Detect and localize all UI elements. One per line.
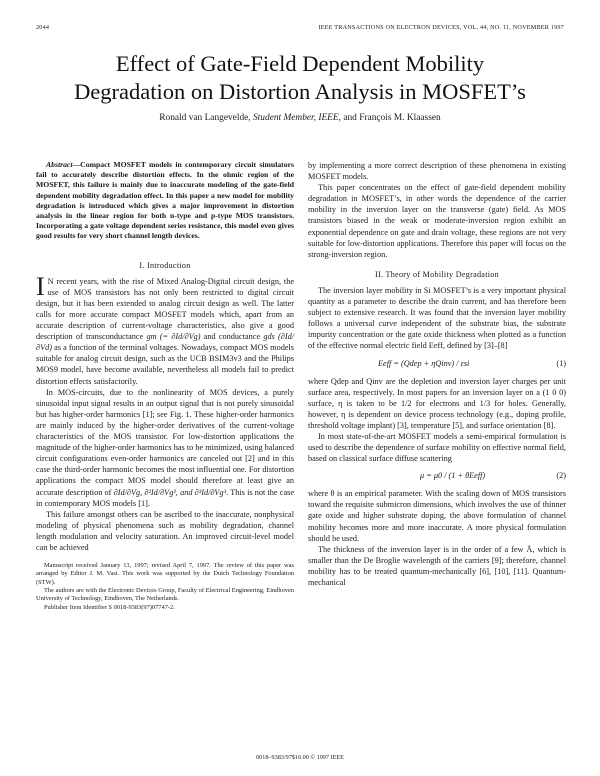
author-line (40, 113, 560, 123)
gds-expression: gds (∂Id/∂Vd) (36, 332, 294, 353)
derivative-expressions: ∂Id/∂Vg, ∂²Id/∂Vg², and ∂³Id/∂Vg³ (113, 487, 227, 497)
right-paragraph-2: This paper concentrates on the effect of gate-field dependent mobility degradation in MOSFET’s, in other words the dependence of the carrier mobility in the inversion layer on the transverse (gate) field. As MOS transistors biased in the weak or moderate-inversion region exhibit an exponential dependence on gate and drain voltage, these regions are not very suitable for low-distortion applications. Therefore this paper will focus on the strong-inversion region. (308, 183, 566, 259)
author-name-2: and François M. Klaassen (343, 113, 441, 123)
right-column (308, 160, 566, 588)
running-header (36, 24, 564, 34)
abstract (36, 160, 294, 242)
equation-2 (308, 464, 566, 488)
footnote-manuscript: Manuscript received January 13, 1997; revised April 7, 1997. The review of this paper was arranged by Editor J. M. Vasi. This work was supported by the Dutch Technology Foundation (STW). (36, 562, 294, 586)
author-membership: Student Member, IEEE, (252, 113, 341, 123)
copyright-footer: 0018–9383/97$10.00 © 1997 IEEE (256, 754, 344, 761)
footnote-publisher-id: Publisher Item Identifier S 0018-9383(97)07747-2. (44, 603, 175, 611)
right-paragraph-1: by implementing a more correct description of these phenomena in existing MOSFET models. (308, 161, 566, 182)
paper-title (40, 50, 560, 106)
intro-paragraph-1: I N recent years, with the rise of Mixed Analog-Digital circuit design, the use of MOS transistors has not only been restricted to digital circuit design, but it has been extended to analog circuit design as well. The latter calls for more accurate compact MOSFET models which, apart from an accurate description of current-voltage characteristics, also give a good description of transconductance gm (= ∂Id/∂Vg) and conductance gds (∂Id/∂Vd) as a function of the terminal voltages. Nowadays, compact MOS models suitable for analog circuit design, such as the UCB BSIM3v3 and the Philips MOS9 model, have become available, nevertheless all models fail to predict distortion effects satisfactorily. (36, 271, 295, 386)
equation-2-number: (2) (556, 471, 566, 481)
theory-paragraph-1: The inversion layer mobility in Si MOSFET’s is a very important physical quantity as a parameter to describe the drain current, and has therefore been subject to extensive research. It was found that the inversion layer mobility follows a universal curve independent of the substrate bias, the substrate impurity concentration or the gate oxide thickness when plotted as a function of the effective normal electric field Eeff, defined by [3]–[8] (308, 285, 566, 351)
equation-1 (308, 352, 566, 376)
gm-expression: gm (= ∂Id/∂Vg) (146, 332, 201, 342)
theory-paragraph-2: where Qdep and Qinv are the depletion and inversion layer charges per unit surface area, respectively. In most papers for an inversion layer on a (1 0 0) surface, η is taken to be 1/2 for electrons and 1/3 for holes. Generally, however, η is dependent on device process technology (e.g., doping profile, threshold voltage implant) [3], temperature [5], and surface orientation [8]. (308, 376, 566, 430)
left-column (36, 160, 294, 612)
intro-paragraph-2: In MOS-circuits, due to the nonlinearity of MOS devices, a purely sinusoidal input signal results in an output signal that is not purely sinusoidal but has higher-order harmonics [1]; see Fig. 1. These higher-order harmonics are mainly induced by the higher-order derivatives of the current-voltage characteristics of the MOS transistor. For low-distortion applications the magnitude of the higher-order harmonics has to be minimized, using balanced circuit configurations even-order harmonics are canceled out [2] and in this case the third-order harmonic becomes the most influential one. For distortion applications the compact MOS model should therefore at least give an accurate description of ∂Id/∂Vg, ∂²Id/∂Vg², and ∂³Id/∂Vg³. This is not the case in contemporary MOS models [1]. (36, 387, 294, 508)
page-number: 2044 (36, 24, 50, 31)
intro-paragraph-3: This failure amongst others can be ascribed to the inaccurate, nonphysical modeling of physical phenomena such as mobility degradation, channel length modulation and velocity saturation. An improved circuit-level model can be achieved (36, 509, 294, 552)
abstract-label: Abstract— (46, 160, 81, 169)
journal-header: IEEE TRANSACTIONS ON ELECTRON DEVICES, VOL. 44, NO. 11, NOVEMBER 1997 (318, 24, 564, 31)
equation-1-number: (1) (556, 358, 566, 368)
drop-cap: I (36, 271, 45, 301)
equation-2-body: μ = μ0 / (1 + θEeff) (420, 471, 486, 481)
theory-paragraph-4: where θ is an empirical parameter. With the scaling down of MOS transistors toward the requisite submicron dimensions, which involves the use of thinner gate oxide and higher substrate doping, the above formulation of channel mobility becomes more and more inaccurate. A more physical formulation should be used. (308, 489, 566, 543)
title-line-2: Degradation on Distortion Analysis in MOSFET’s (74, 79, 526, 104)
abstract-text: Compact MOSFET models in contemporary circuit simulators fail to accurately describe distortion effects. In the ohmic region of the MOSFET, this failure is mainly due to inaccurate modeling of the gate-field dependent mobility degradation effect. In this paper a new model for mobility degradation is introduced which gives a major improvement in distortion analysis in the linear region for both n-type and p-type MOS transistors. Incorporating a gate voltage dependent series resistance, this model even gives good results for very short channel length devices. (36, 160, 294, 241)
author-name-1: Ronald van Langevelde, (159, 113, 251, 123)
theory-paragraph-5: The thickness of the inversion layer is in the order of a few Å, which is smaller than the De Broglie wavelength of the carriers [9]; therefore, channel mobility has to be treated quantum-mechanically [6], [10], [11]. Quantum-mechanical (308, 544, 566, 587)
title-line-1: Effect of Gate-Field Dependent Mobility (115, 51, 485, 76)
footnote-authors: The authors are with the Electronic Devices Group, Faculty of Electrical Engineering, Eindhoven University of Technology, Eindhoven, The Netherlands. (36, 586, 294, 603)
section-heading-theory: II. Theory of Mobility Degradation (374, 269, 499, 279)
theory-paragraph-3: In most state-of-the-art MOSFET models a semi-empirical formulation is used to describe the dependence of surface mobility on effective normal field, based on classical surface diffuse scattering (308, 431, 566, 464)
equation-1-body: Eeff = (Qdep + ηQinv) / εsi (378, 358, 470, 368)
section-heading-introduction: I. Introduction (139, 260, 191, 270)
